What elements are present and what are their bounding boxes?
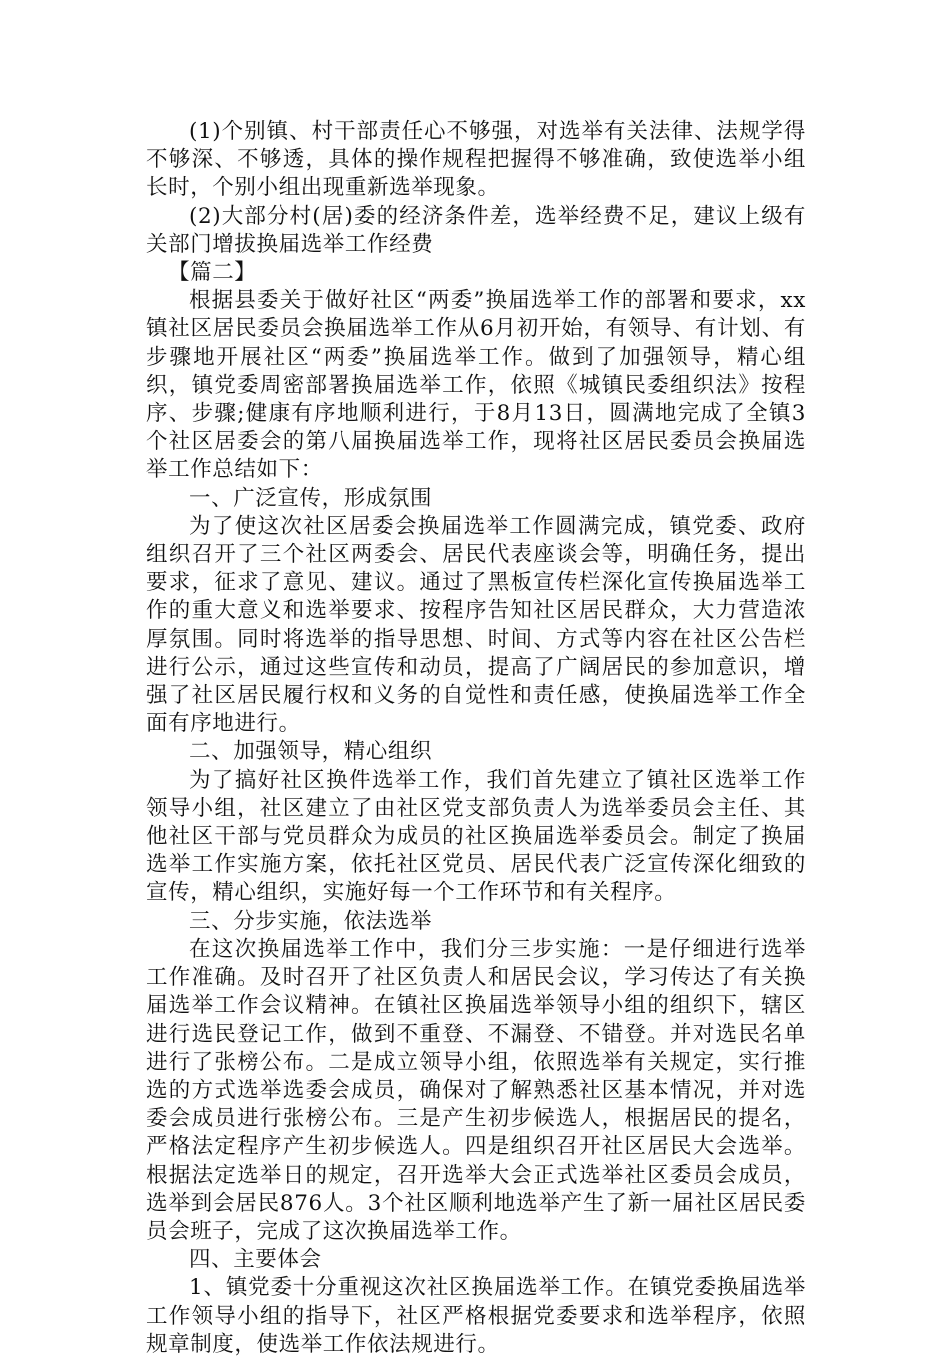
- paragraph-issue-2: (2)大部分村(居)委的经济条件差，选举经费不足，建议上级有关部门增拔换届选举工作经费: [146, 203, 806, 257]
- paragraph-publicity: 为了使这次社区居委会换届选举工作圆满完成，镇党委、政府组织召开了三个社区两委会、居民代表座谈会等，明确任务，提出要求，征求了意见、建议。通过了黑板宣传栏深化宣传换届选举工作的重大意义和选举要求、按程序告知社区居民群众，大力营造浓厚氛围。同时将选举的指导思想、时间、方式等内容在社区公告栏进行公示，通过这些宣传和动员，提高了广阔居民的参加意识，增强了社区居民履行权和义务的自觉性和责任感，使换届选举工作全面有序地进行。: [146, 513, 806, 737]
- paragraph-steps: 在这次换届选举工作中，我们分三步实施：一是仔细进行选举工作准确。及时召开了社区负责人和居民会议，学习传达了有关换届选举工作会议精神。在镇社区换届选举领导小组的组织下，辖区进行选民登记工作，做到不重登、不漏登、不错登。并对选民名单进行了张榜公布。二是成立领导小组，依照选举有关规定，实行推选的方式选举选委会成员，确保对了解熟悉社区基本情况，并对选委会成员进行张榜公布。三是产生初步候选人，根据居民的提名，严格法定程序产生初步候选人。四是组织召开社区居民大会选举。根据法定选举日的规定，召开选举大会正式选举社区委员会成员，选举到会居民876人。3个社区顺利地选举产生了新一届社区居民委员会班子，完成了这次换届选举工作。: [146, 936, 806, 1244]
- paragraph-intro: 根据县委关于做好社区“两委”换届选举工作的部署和要求，xx镇社区居民委员会换届选举工作从6月初开始，有领导、有计划、有步骤地开展社区“两委”换届选举工作。做到了加强领导，精心组织，镇党委周密部署换届选举工作，依照《城镇民委组织法》按程序、步骤;健康有序地顺利进行，于8月13日，圆满地完成了全镇3个社区居委会的第八届换届选举工作，现将社区居民委员会换届选举工作总结如下：: [146, 288, 806, 483]
- paragraph-issue-1: (1)个别镇、村干部责任心不够强，对选举有关法律、法规学得不够深、不够透，具体的操作规程把握得不够准确，致使选举小组长时，个别小组出现重新选举现象。: [146, 119, 806, 201]
- heading-publicity: 一、广泛宣传，形成氛围: [189, 485, 433, 511]
- heading-leadership: 二、加强领导，精心组织: [189, 739, 433, 765]
- paragraph-experience: 1、镇党委十分重视这次社区换届选举工作。在镇党委换届选举工作领导小组的指导下，社区严格根据党委要求和选举程序，依照规章制度，使选举工作依法规进行。: [146, 1275, 806, 1357]
- paragraph-leadership: 为了搞好社区换件选举工作，我们首先建立了镇社区选举工作领导小组，社区建立了由社区党支部负责人为选举委员会主任、其他社区干部与党员群众为成员的社区换届选举委员会。制定了换届选举工作实施方案，依托社区党员、居民代表广泛宣传深化细致的宣传，精心组织，实施好每一个工作环节和有关程序。: [146, 767, 806, 906]
- section-title-part-two: 【篇二】: [168, 260, 257, 286]
- document-page: [146, 118, 806, 1359]
- heading-steps: 三、分步实施，依法选举: [189, 908, 433, 934]
- heading-experience: 四、主要体会: [189, 1247, 322, 1273]
